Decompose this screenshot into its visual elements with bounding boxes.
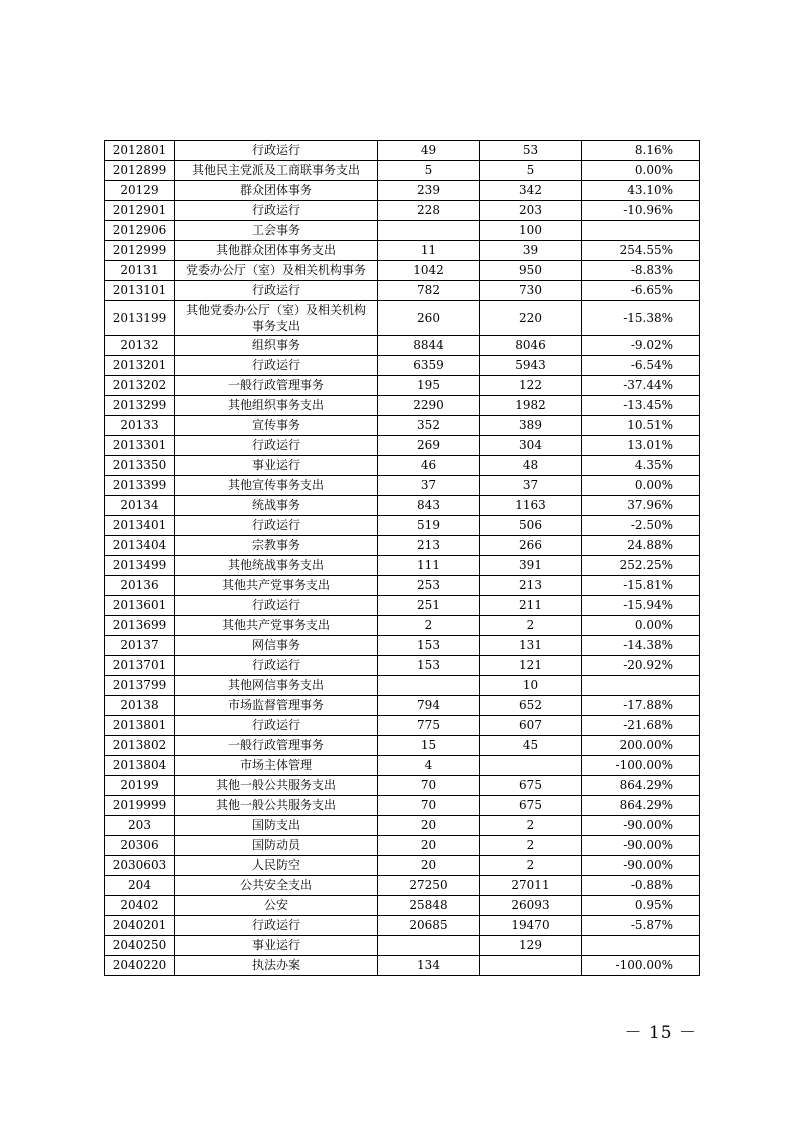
value-prev-cell: 49 xyxy=(378,141,480,161)
value-prev-cell: 213 xyxy=(378,536,480,556)
value-prev-cell: 25848 xyxy=(378,896,480,916)
name-cell: 统战事务 xyxy=(175,496,378,516)
value-curr-cell: 37 xyxy=(480,476,582,496)
name-cell: 国防支出 xyxy=(175,816,378,836)
table-row xyxy=(105,141,700,161)
table-row xyxy=(105,281,700,301)
table-row xyxy=(105,476,700,496)
table-row xyxy=(105,496,700,516)
value-curr-cell: 122 xyxy=(480,376,582,396)
code-cell: 203 xyxy=(105,816,175,836)
value-curr-cell: 1982 xyxy=(480,396,582,416)
name-cell: 事业运行 xyxy=(175,936,378,956)
table-row xyxy=(105,636,700,656)
change-pct-cell: 8.16% xyxy=(582,141,700,161)
value-curr-cell: 5 xyxy=(480,161,582,181)
value-curr-cell: 675 xyxy=(480,796,582,816)
code-cell: 2013799 xyxy=(105,676,175,696)
change-pct-cell: 864.29% xyxy=(582,776,700,796)
table-row xyxy=(105,736,700,756)
table-row xyxy=(105,536,700,556)
name-cell-line: 事务支出 xyxy=(251,319,300,333)
code-cell: 2013401 xyxy=(105,516,175,536)
value-prev-cell: 228 xyxy=(378,201,480,221)
change-pct-cell: -90.00% xyxy=(582,836,700,856)
table-row xyxy=(105,936,700,956)
budget-table xyxy=(104,140,700,976)
name-cell: 行政运行 xyxy=(175,201,378,221)
table-row xyxy=(105,596,700,616)
name-cell: 行政运行 xyxy=(175,656,378,676)
name-cell: 行政运行 xyxy=(175,596,378,616)
value-prev-cell: 20685 xyxy=(378,916,480,936)
name-cell: 行政运行 xyxy=(175,516,378,536)
code-cell: 2012899 xyxy=(105,161,175,181)
change-pct-cell: 0.95% xyxy=(582,896,700,916)
change-pct-cell: -15.94% xyxy=(582,596,700,616)
code-cell: 20133 xyxy=(105,416,175,436)
value-prev-cell: 11 xyxy=(378,241,480,261)
value-curr-cell: 10 xyxy=(480,676,582,696)
table-row xyxy=(105,376,700,396)
value-prev-cell: 269 xyxy=(378,436,480,456)
change-pct-cell: -15.38% xyxy=(582,301,700,336)
change-pct-cell: -6.54% xyxy=(582,356,700,376)
table-row xyxy=(105,776,700,796)
table-row xyxy=(105,956,700,976)
value-prev-cell: 519 xyxy=(378,516,480,536)
value-curr-cell: 2 xyxy=(480,856,582,876)
change-pct-cell: 0.00% xyxy=(582,616,700,636)
name-cell: 一般行政管理事务 xyxy=(175,376,378,396)
change-pct-cell: -13.45% xyxy=(582,396,700,416)
name-cell: 人民防空 xyxy=(175,856,378,876)
name-cell: 其他组织事务支出 xyxy=(175,396,378,416)
value-curr-cell: 675 xyxy=(480,776,582,796)
name-cell: 其他宣传事务支出 xyxy=(175,476,378,496)
table-row xyxy=(105,436,700,456)
value-curr-cell: 304 xyxy=(480,436,582,456)
code-cell: 20199 xyxy=(105,776,175,796)
value-prev-cell xyxy=(378,221,480,241)
change-pct-cell: -21.68% xyxy=(582,716,700,736)
name-cell: 事业运行 xyxy=(175,456,378,476)
value-curr-cell: 266 xyxy=(480,536,582,556)
value-prev-cell: 260 xyxy=(378,301,480,336)
value-prev-cell xyxy=(378,676,480,696)
name-cell: 其他群众团体事务支出 xyxy=(175,241,378,261)
table-row xyxy=(105,356,700,376)
value-curr-cell xyxy=(480,956,582,976)
code-cell: 20129 xyxy=(105,181,175,201)
value-curr-cell: 950 xyxy=(480,261,582,281)
table-body xyxy=(105,141,700,976)
name-cell: 市场监督管理事务 xyxy=(175,696,378,716)
table-row xyxy=(105,656,700,676)
name-cell: 国防动员 xyxy=(175,836,378,856)
value-prev-cell: 352 xyxy=(378,416,480,436)
value-prev-cell: 153 xyxy=(378,636,480,656)
value-prev-cell: 843 xyxy=(378,496,480,516)
table-row xyxy=(105,301,700,336)
value-curr-cell: 391 xyxy=(480,556,582,576)
value-prev-cell: 6359 xyxy=(378,356,480,376)
table-row xyxy=(105,696,700,716)
value-curr-cell: 53 xyxy=(480,141,582,161)
change-pct-cell xyxy=(582,936,700,956)
code-cell: 2030603 xyxy=(105,856,175,876)
name-cell: 其他民主党派及工商联事务支出 xyxy=(175,161,378,181)
value-prev-cell xyxy=(378,936,480,956)
code-cell: 204 xyxy=(105,876,175,896)
change-pct-cell: -15.81% xyxy=(582,576,700,596)
code-cell: 2013802 xyxy=(105,736,175,756)
name-cell: 其他统战事务支出 xyxy=(175,556,378,576)
value-curr-cell: 45 xyxy=(480,736,582,756)
change-pct-cell: -90.00% xyxy=(582,816,700,836)
value-prev-cell: 253 xyxy=(378,576,480,596)
code-cell: 20137 xyxy=(105,636,175,656)
name-cell: 其他网信事务支出 xyxy=(175,676,378,696)
table-row xyxy=(105,181,700,201)
table-row xyxy=(105,161,700,181)
table-row xyxy=(105,616,700,636)
change-pct-cell xyxy=(582,676,700,696)
code-cell: 20402 xyxy=(105,896,175,916)
name-cell: 党委办公厅（室）及相关机构事务 xyxy=(175,261,378,281)
table-row xyxy=(105,241,700,261)
change-pct-cell: 864.29% xyxy=(582,796,700,816)
value-prev-cell: 5 xyxy=(378,161,480,181)
change-pct-cell: 0.00% xyxy=(582,161,700,181)
code-cell: 2013499 xyxy=(105,556,175,576)
code-cell: 2040201 xyxy=(105,916,175,936)
change-pct-cell: -2.50% xyxy=(582,516,700,536)
code-cell: 2013801 xyxy=(105,716,175,736)
table-row xyxy=(105,456,700,476)
name-cell: 其他一般公共服务支出 xyxy=(175,796,378,816)
value-curr-cell: 203 xyxy=(480,201,582,221)
value-prev-cell: 2290 xyxy=(378,396,480,416)
table-row xyxy=(105,816,700,836)
change-pct-cell: -10.96% xyxy=(582,201,700,221)
code-cell: 20138 xyxy=(105,696,175,716)
table-row xyxy=(105,416,700,436)
code-cell: 2040220 xyxy=(105,956,175,976)
name-cell: 一般行政管理事务 xyxy=(175,736,378,756)
value-curr-cell: 2 xyxy=(480,836,582,856)
code-cell: 2013804 xyxy=(105,756,175,776)
value-prev-cell: 239 xyxy=(378,181,480,201)
value-prev-cell: 251 xyxy=(378,596,480,616)
change-pct-cell: -6.65% xyxy=(582,281,700,301)
change-pct-cell: 10.51% xyxy=(582,416,700,436)
name-cell: 宗教事务 xyxy=(175,536,378,556)
page-number: － 15 － xyxy=(624,1023,697,1043)
value-prev-cell: 782 xyxy=(378,281,480,301)
value-curr-cell: 48 xyxy=(480,456,582,476)
value-prev-cell: 195 xyxy=(378,376,480,396)
value-curr-cell: 26093 xyxy=(480,896,582,916)
table-row xyxy=(105,856,700,876)
name-cell: 行政运行 xyxy=(175,436,378,456)
code-cell: 2013601 xyxy=(105,596,175,616)
value-curr-cell: 121 xyxy=(480,656,582,676)
table-row xyxy=(105,836,700,856)
change-pct-cell: -100.00% xyxy=(582,756,700,776)
change-pct-cell: 254.55% xyxy=(582,241,700,261)
code-cell: 2013299 xyxy=(105,396,175,416)
value-curr-cell: 1163 xyxy=(480,496,582,516)
code-cell: 20306 xyxy=(105,836,175,856)
change-pct-cell: -100.00% xyxy=(582,956,700,976)
code-cell: 2013701 xyxy=(105,656,175,676)
name-cell: 组织事务 xyxy=(175,336,378,356)
name-cell: 网信事务 xyxy=(175,636,378,656)
change-pct-cell: -5.87% xyxy=(582,916,700,936)
table-row xyxy=(105,576,700,596)
value-curr-cell: 27011 xyxy=(480,876,582,896)
name-cell: 公安 xyxy=(175,896,378,916)
value-prev-cell: 4 xyxy=(378,756,480,776)
value-prev-cell: 20 xyxy=(378,836,480,856)
value-curr-cell: 220 xyxy=(480,301,582,336)
value-prev-cell: 20 xyxy=(378,816,480,836)
code-cell: 2012999 xyxy=(105,241,175,261)
table-row xyxy=(105,261,700,281)
table-row xyxy=(105,876,700,896)
change-pct-cell: 200.00% xyxy=(582,736,700,756)
code-cell: 20134 xyxy=(105,496,175,516)
value-curr-cell: 8046 xyxy=(480,336,582,356)
value-curr-cell: 39 xyxy=(480,241,582,261)
value-prev-cell: 37 xyxy=(378,476,480,496)
name-cell: 工会事务 xyxy=(175,221,378,241)
change-pct-cell: 0.00% xyxy=(582,476,700,496)
table-row xyxy=(105,796,700,816)
change-pct-cell: 43.10% xyxy=(582,181,700,201)
value-prev-cell: 2 xyxy=(378,616,480,636)
code-cell: 2013399 xyxy=(105,476,175,496)
table-row xyxy=(105,676,700,696)
change-pct-cell xyxy=(582,221,700,241)
value-prev-cell: 27250 xyxy=(378,876,480,896)
value-curr-cell: 19470 xyxy=(480,916,582,936)
value-curr-cell: 342 xyxy=(480,181,582,201)
change-pct-cell: 24.88% xyxy=(582,536,700,556)
value-curr-cell: 213 xyxy=(480,576,582,596)
value-curr-cell: 2 xyxy=(480,616,582,636)
change-pct-cell: -14.38% xyxy=(582,636,700,656)
value-prev-cell: 8844 xyxy=(378,336,480,356)
value-curr-cell: 607 xyxy=(480,716,582,736)
name-cell: 行政运行 xyxy=(175,356,378,376)
table-row xyxy=(105,916,700,936)
value-curr-cell xyxy=(480,756,582,776)
change-pct-cell: -8.83% xyxy=(582,261,700,281)
code-cell: 2012901 xyxy=(105,201,175,221)
name-cell-line: 其他党委办公厅（室）及相关机构 xyxy=(185,303,366,317)
code-cell: 20131 xyxy=(105,261,175,281)
table-row xyxy=(105,756,700,776)
code-cell: 2013301 xyxy=(105,436,175,456)
value-curr-cell: 2 xyxy=(480,816,582,836)
value-curr-cell: 131 xyxy=(480,636,582,656)
change-pct-cell: 4.35% xyxy=(582,456,700,476)
value-curr-cell: 5943 xyxy=(480,356,582,376)
name-cell: 行政运行 xyxy=(175,141,378,161)
name-cell: 行政运行 xyxy=(175,716,378,736)
name-cell: 市场主体管理 xyxy=(175,756,378,776)
code-cell: 2013202 xyxy=(105,376,175,396)
name-cell: 行政运行 xyxy=(175,916,378,936)
value-curr-cell: 211 xyxy=(480,596,582,616)
value-prev-cell: 70 xyxy=(378,796,480,816)
name-cell: 群众团体事务 xyxy=(175,181,378,201)
table-row xyxy=(105,336,700,356)
change-pct-cell: -37.44% xyxy=(582,376,700,396)
value-prev-cell: 1042 xyxy=(378,261,480,281)
table-row xyxy=(105,221,700,241)
change-pct-cell: 37.96% xyxy=(582,496,700,516)
value-prev-cell: 111 xyxy=(378,556,480,576)
code-cell: 20136 xyxy=(105,576,175,596)
name-cell: 执法办案 xyxy=(175,956,378,976)
value-curr-cell: 730 xyxy=(480,281,582,301)
table-row xyxy=(105,716,700,736)
code-cell: 2013201 xyxy=(105,356,175,376)
value-curr-cell: 129 xyxy=(480,936,582,956)
value-prev-cell: 20 xyxy=(378,856,480,876)
name-cell: 行政运行 xyxy=(175,281,378,301)
code-cell: 2013350 xyxy=(105,456,175,476)
name-cell: 其他一般公共服务支出 xyxy=(175,776,378,796)
change-pct-cell: 13.01% xyxy=(582,436,700,456)
change-pct-cell: -0.88% xyxy=(582,876,700,896)
table-row xyxy=(105,556,700,576)
name-cell: 其他共产党事务支出 xyxy=(175,576,378,596)
value-prev-cell: 134 xyxy=(378,956,480,976)
code-cell: 2013699 xyxy=(105,616,175,636)
value-curr-cell: 389 xyxy=(480,416,582,436)
code-cell: 2013199 xyxy=(105,301,175,336)
name-cell: 其他共产党事务支出 xyxy=(175,616,378,636)
value-prev-cell: 153 xyxy=(378,656,480,676)
table-row xyxy=(105,396,700,416)
value-curr-cell: 652 xyxy=(480,696,582,716)
name-cell: 公共安全支出 xyxy=(175,876,378,896)
code-cell: 2012801 xyxy=(105,141,175,161)
code-cell: 2013404 xyxy=(105,536,175,556)
change-pct-cell: 252.25% xyxy=(582,556,700,576)
table-row xyxy=(105,516,700,536)
table-row xyxy=(105,201,700,221)
code-cell: 2013101 xyxy=(105,281,175,301)
value-prev-cell: 46 xyxy=(378,456,480,476)
value-prev-cell: 70 xyxy=(378,776,480,796)
value-prev-cell: 775 xyxy=(378,716,480,736)
change-pct-cell: -20.92% xyxy=(582,656,700,676)
table-row xyxy=(105,896,700,916)
change-pct-cell: -9.02% xyxy=(582,336,700,356)
change-pct-cell: -90.00% xyxy=(582,856,700,876)
code-cell: 2019999 xyxy=(105,796,175,816)
change-pct-cell: -17.88% xyxy=(582,696,700,716)
value-curr-cell: 506 xyxy=(480,516,582,536)
name-cell xyxy=(175,301,378,336)
value-curr-cell: 100 xyxy=(480,221,582,241)
value-prev-cell: 794 xyxy=(378,696,480,716)
code-cell: 2012906 xyxy=(105,221,175,241)
value-prev-cell: 15 xyxy=(378,736,480,756)
name-cell: 宣传事务 xyxy=(175,416,378,436)
code-cell: 2040250 xyxy=(105,936,175,956)
code-cell: 20132 xyxy=(105,336,175,356)
